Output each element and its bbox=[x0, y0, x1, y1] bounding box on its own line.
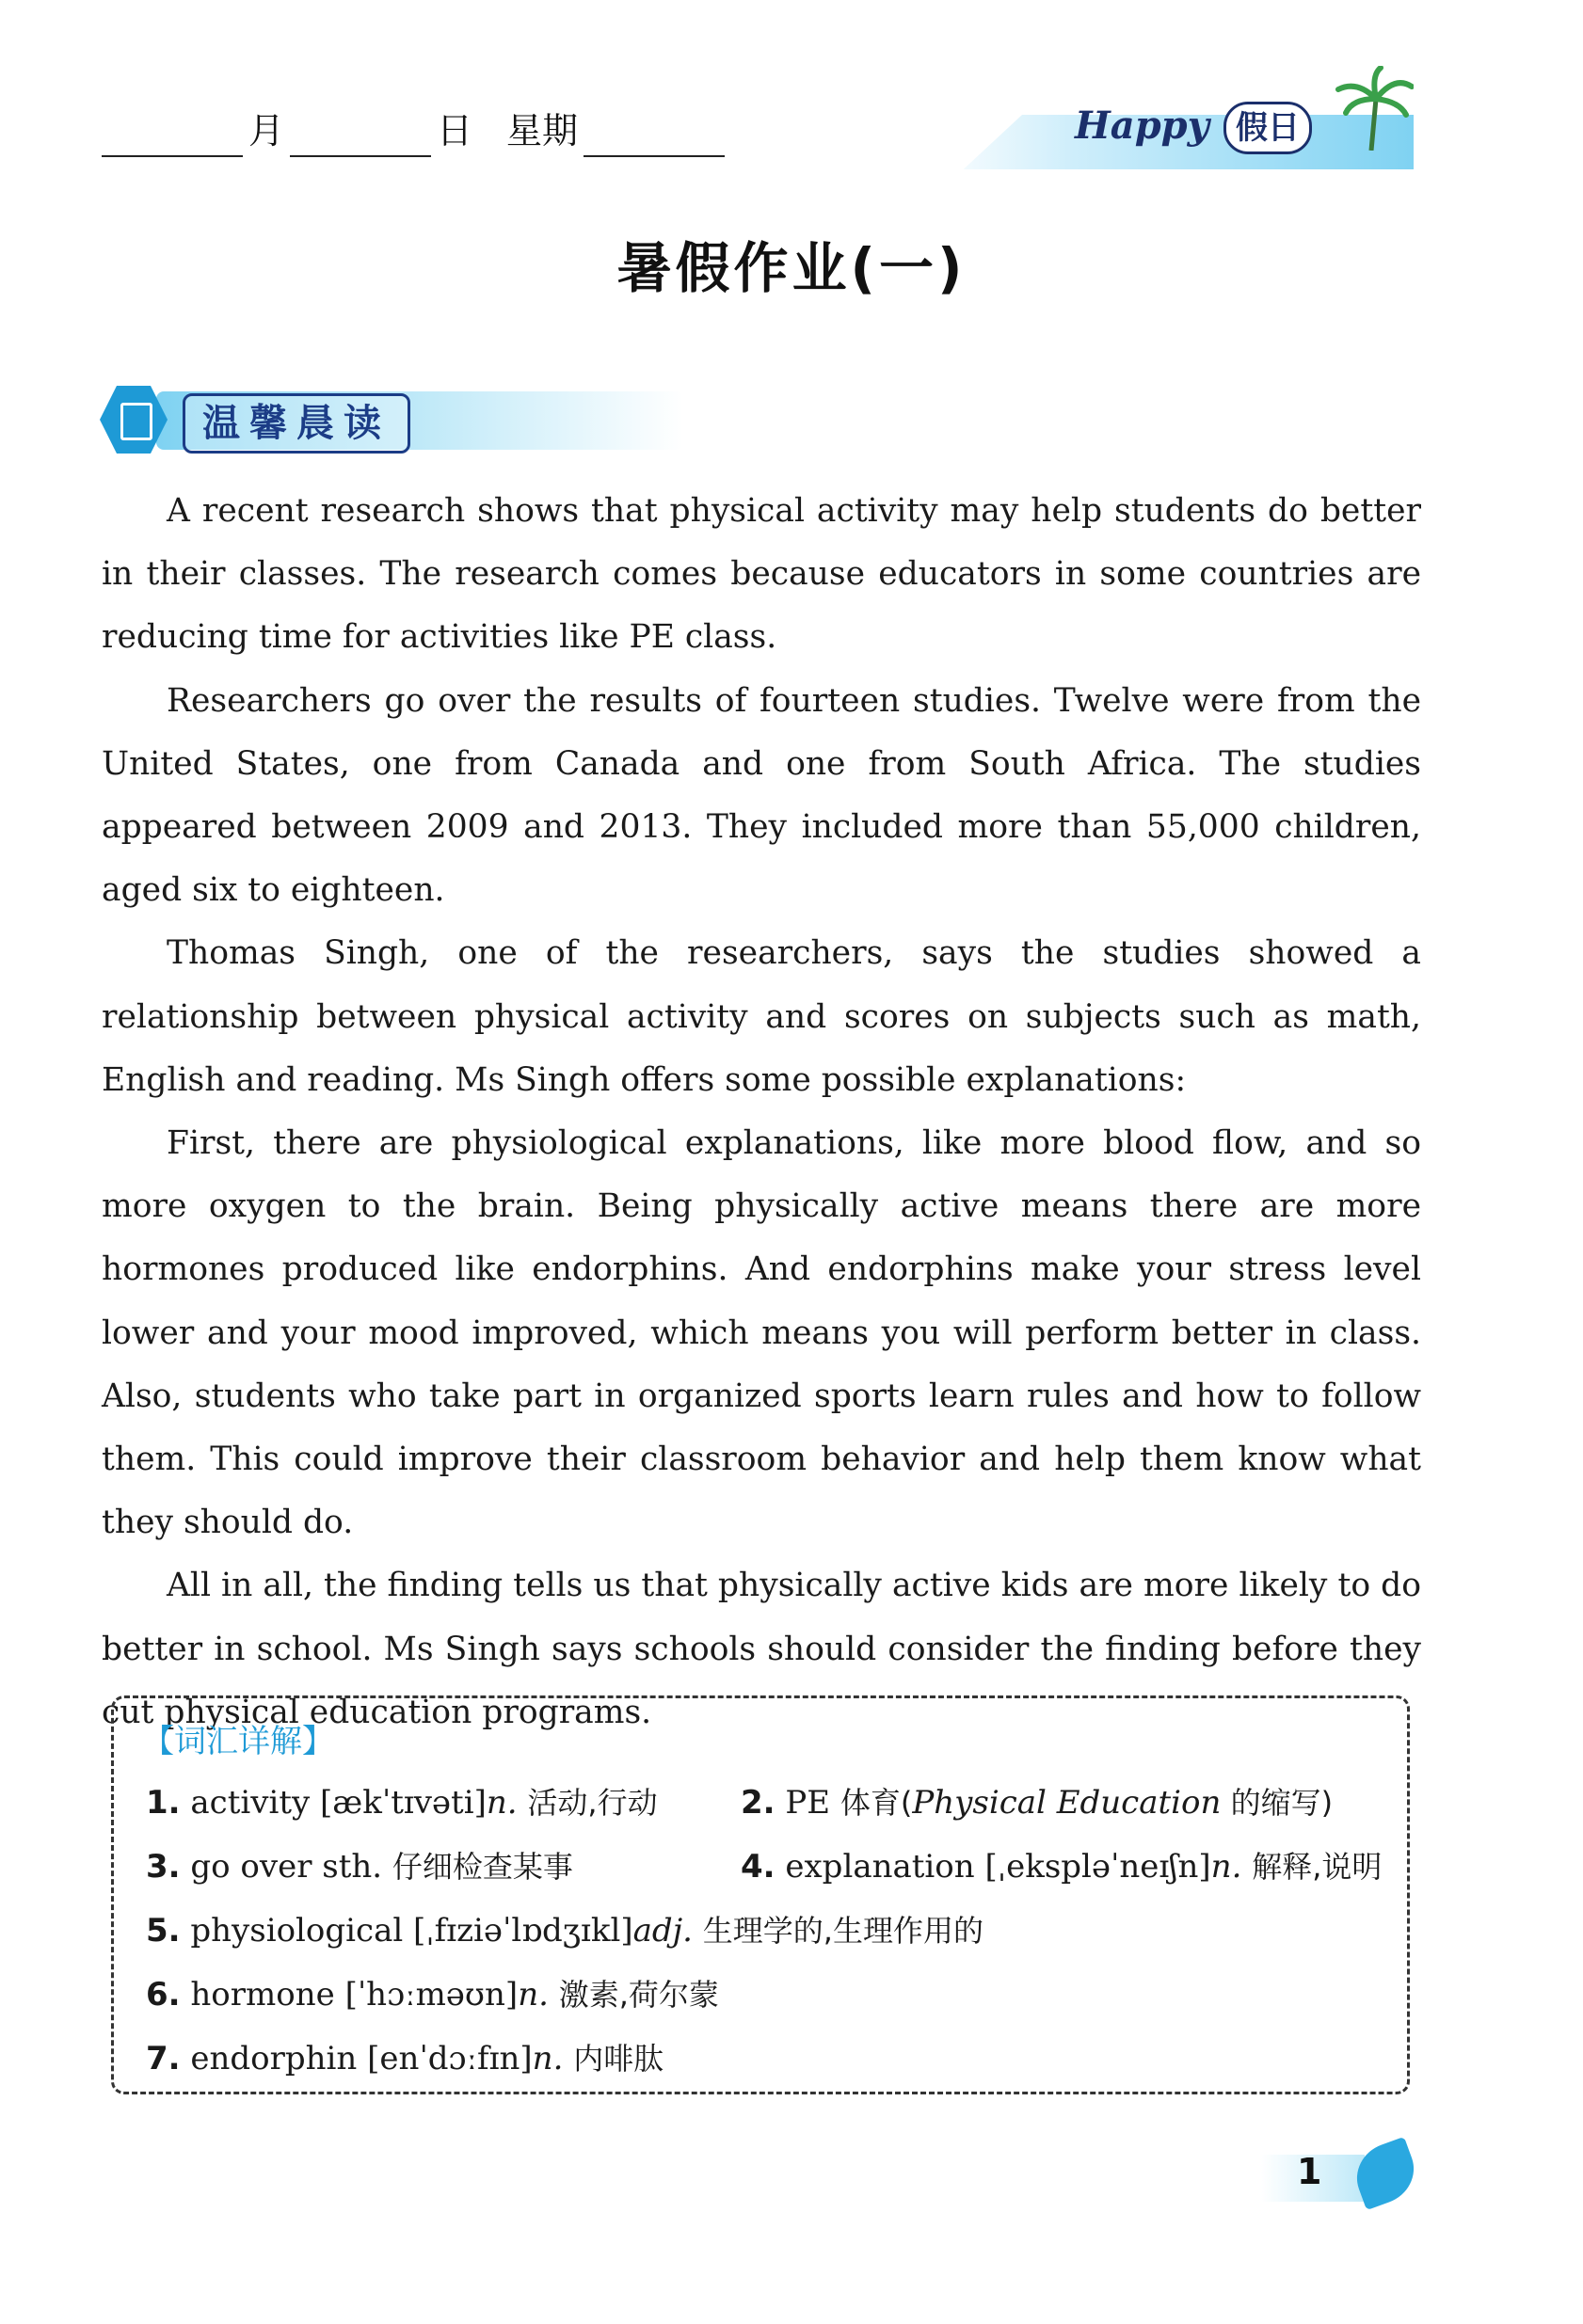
paragraph: Thomas Singh, one of the researchers, says the studies showed a relationship between physical activity and scores on subjects such as math, English and reading. Ms Singh offers some possible explanations: bbox=[102, 934, 1421, 1099]
date-fill-line bbox=[102, 102, 725, 157]
paragraph: All in all, the finding tells us that physically active kids are more likely to do better in school. Ms Singh says schools should consider the finding before they cut physical education programs. bbox=[102, 1567, 1421, 1731]
section-label: 温馨晨读 bbox=[183, 393, 410, 454]
section-header bbox=[100, 386, 627, 454]
vocabulary-heading: 【词汇详解】 bbox=[142, 1723, 334, 1760]
month-blank bbox=[102, 114, 243, 157]
day-blank bbox=[290, 114, 431, 157]
vocab-item: 3. go over sth. 仔细检查某事 bbox=[146, 1848, 573, 1886]
palm-tree-icon bbox=[1329, 66, 1414, 151]
vocab-item: 6. hormone [ˈhɔːməʊn]n. 激素,荷尔蒙 bbox=[146, 1976, 719, 2014]
page-number: 1 bbox=[1297, 2151, 1322, 2192]
vocab-item: 2. PE 体育(Physical Education 的缩写) bbox=[741, 1784, 1334, 1822]
paragraph: First, there are physiological explanations, like more blood flow, and so more oxygen to the brain. Being physically active means there are more hormones produced like endorphins. And endorphins make your stress level lower and your mood improved, which means you will perform better in class. Also, students who take part in organized sports learn rules and how to follow them. This could improve their classroom behavior and help them know what they should do. bbox=[102, 1124, 1421, 1542]
reading-passage bbox=[102, 480, 1421, 1744]
banner-badge: 假日 bbox=[1223, 102, 1312, 154]
month-label: 月 bbox=[248, 110, 285, 151]
weekday-blank bbox=[584, 114, 725, 157]
vocab-item: 7. endorphin [enˈdɔːfɪn]n. 内啡肽 bbox=[146, 2040, 664, 2077]
vocabulary-box bbox=[111, 1695, 1410, 2094]
weekday-label: 星期 bbox=[506, 110, 579, 151]
paragraph: Researchers go over the results of fourteen studies. Twelve were from the United States, one from Canada and one from South Africa. The studies appeared between 2009 and 2013. They included more than 55,000 children, aged six to eighteen. bbox=[102, 681, 1421, 910]
vocab-item: 4. explanation [ˌekspləˈneɪʃn]n. 解释,说明 bbox=[741, 1848, 1383, 1886]
paragraph: A recent research shows that physical activity may help students do better in their classes. The research comes because educators in some countries are reducing time for activities like PE class. bbox=[102, 492, 1421, 657]
vocab-item: 5. physiological [ˌfɪziəˈlɒdʒɪkl]adj. 生理学的,生理作用的 bbox=[146, 1912, 983, 1950]
banner-word: Happy bbox=[1075, 103, 1209, 148]
happy-holiday-banner bbox=[924, 66, 1414, 169]
vocab-item: 1. activity [ækˈtɪvəti]n. 活动,行动 bbox=[146, 1784, 658, 1822]
day-label: 日 bbox=[437, 110, 473, 151]
page-title: 暑假作业(一) bbox=[616, 236, 967, 300]
page-number-tab bbox=[1261, 2145, 1421, 2207]
